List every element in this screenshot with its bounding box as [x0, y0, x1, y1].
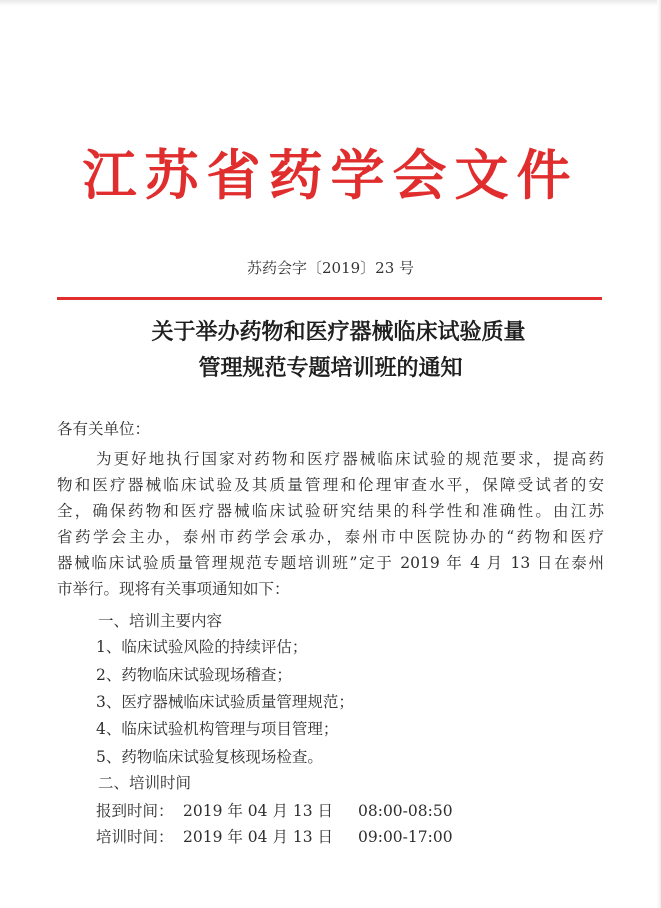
- schedule-date: 2019 年 04 月 13 日: [183, 802, 334, 820]
- schedule-label: 培训时间：: [96, 828, 174, 846]
- salutation: 各有关单位：: [57, 420, 151, 438]
- list-item: 2、药物临床试验现场稽查；: [96, 666, 292, 684]
- schedule-time: 09:00-17:00: [358, 828, 453, 846]
- scan-edge-right: [657, 0, 661, 908]
- paragraph-line: 器械临床试验质量管理规范专题培训班”定于 2019 年 4 月 13 日在泰州: [57, 554, 604, 572]
- notice-title-line-1: 关于举办药物和医疗器械临床试验质量: [151, 320, 526, 345]
- paragraph-line: 市举行。现将有关事项通知如下：: [57, 580, 290, 598]
- document-number: 苏药会字〔2019〕23 号: [246, 259, 415, 277]
- section-heading-training-content: 一、培训主要内容: [98, 612, 223, 630]
- schedule-date: 2019 年 04 月 13 日: [183, 828, 334, 846]
- list-item: 4、临床试验机构管理与项目管理；: [96, 720, 339, 738]
- notice-title-line-2: 管理规范专题培训班的通知: [198, 356, 463, 381]
- list-item: 5、药物临床试验复核现场检查。: [96, 748, 323, 766]
- paragraph-line: 省药学会主办，泰州市药学会承办，泰州市中医院协办的“药物和医疗: [57, 528, 604, 546]
- schedule-label: 报到时间：: [96, 802, 174, 820]
- list-item: 1、临床试验风险的持续评估；: [96, 638, 308, 656]
- scan-edge-top: [0, 0, 661, 6]
- paragraph-line: 全，确保药物和医疗器械临床试验研究结果的科学性和准确性。由江苏: [57, 502, 604, 520]
- paragraph-line: 为更好地执行国家对药物和医疗器械临床试验的规范要求，提高药: [96, 450, 604, 468]
- schedule-time: 08:00-08:50: [358, 802, 453, 820]
- section-heading-training-time: 二、培训时间: [98, 774, 192, 792]
- paragraph-line: 物和医疗器械临床试验及其质量管理和伦理审查水平，保障受试者的安: [57, 476, 604, 494]
- org-file-header: 江苏省药学会文件: [82, 143, 579, 207]
- red-divider-line: [57, 297, 602, 300]
- list-item: 3、医疗器械临床试验质量管理规范；: [96, 693, 354, 711]
